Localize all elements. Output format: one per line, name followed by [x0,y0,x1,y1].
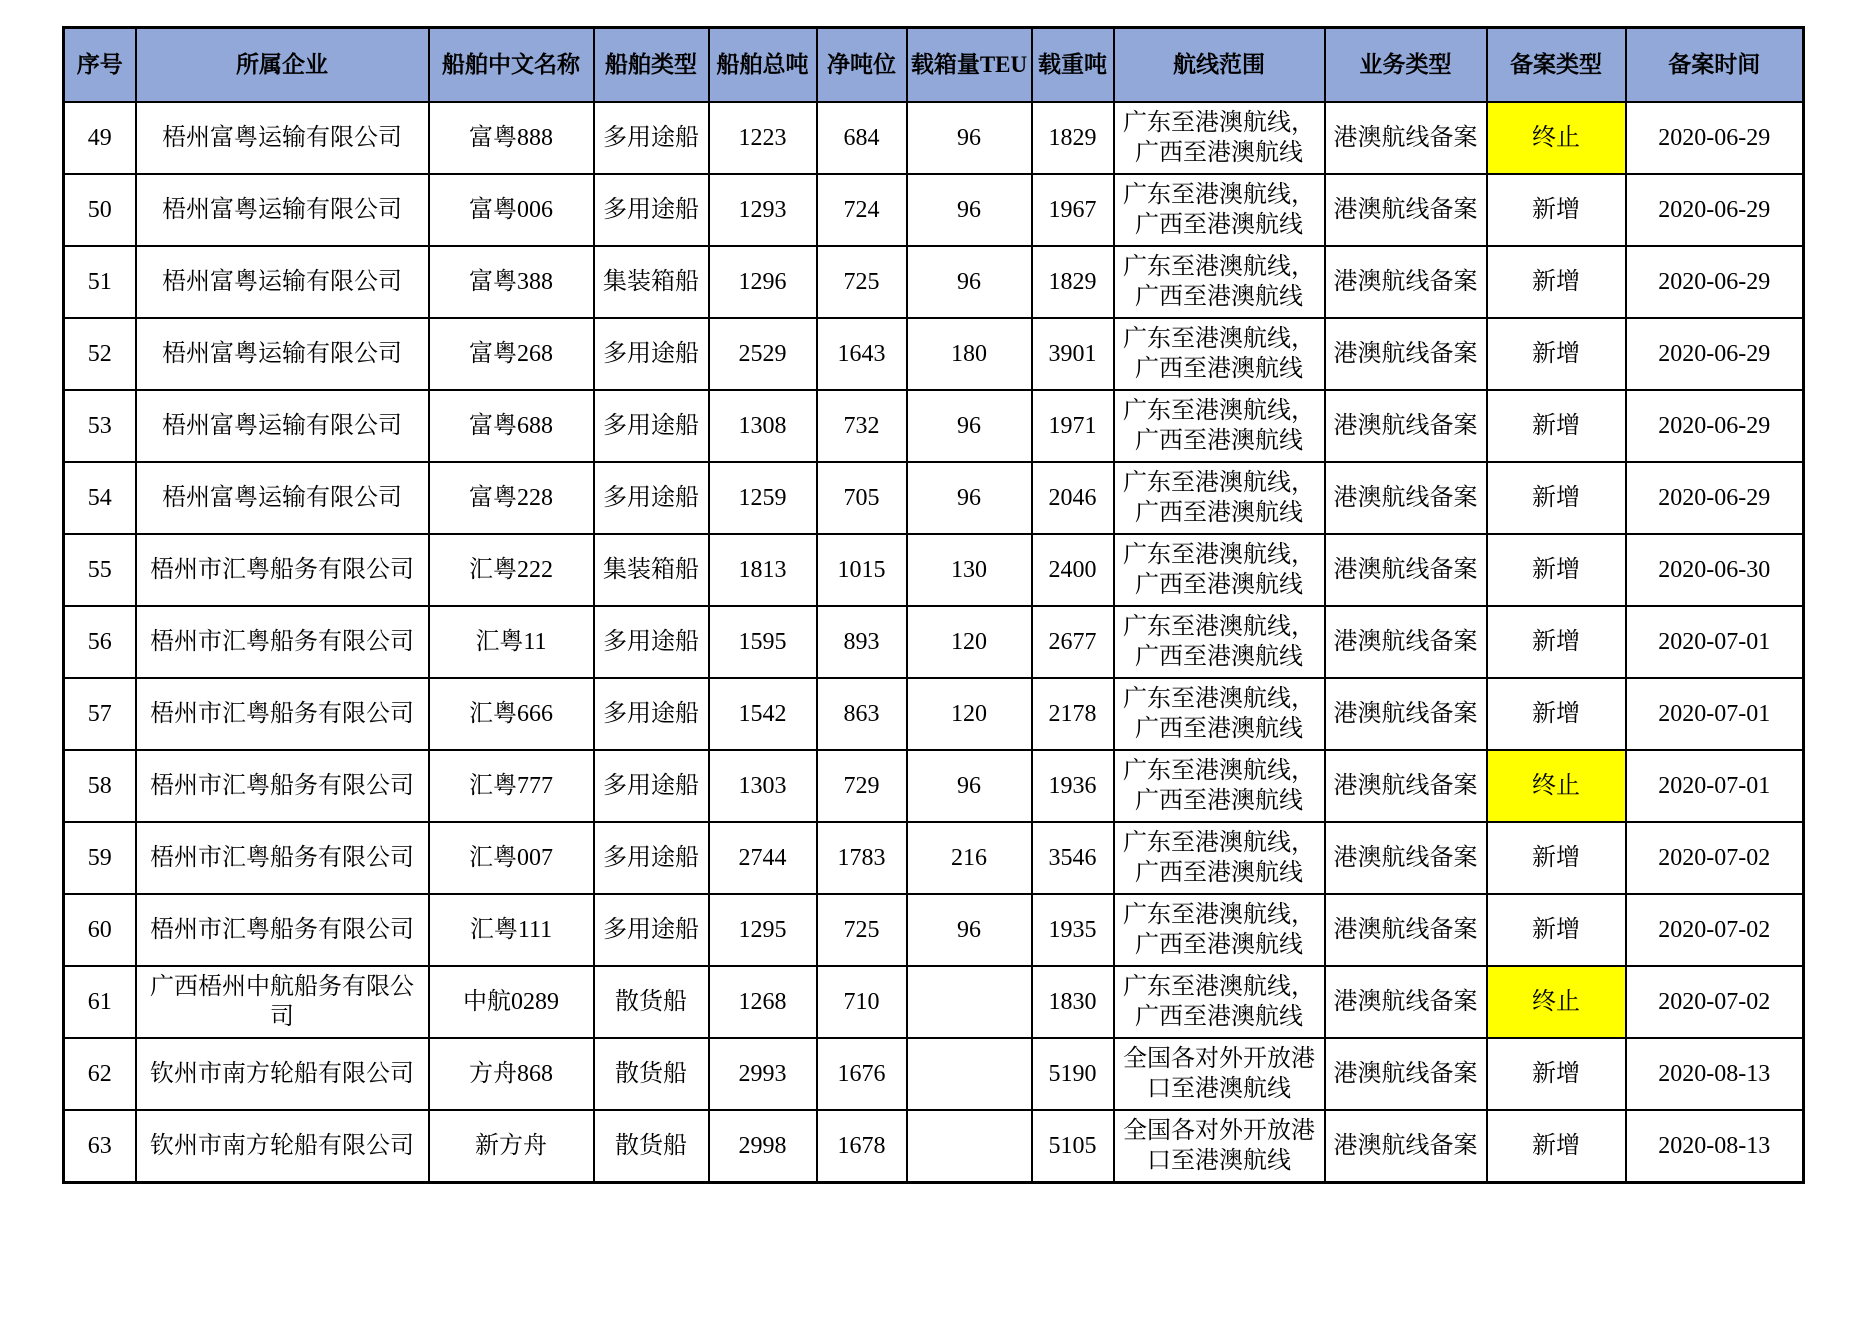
cell-company: 钦州市南方轮船有限公司 [136,1038,429,1110]
cell-gross_tonnage: 1303 [709,750,817,822]
cell-ship_type: 散货船 [594,966,709,1038]
cell-ship_type: 散货船 [594,1038,709,1110]
cell-business_type: 港澳航线备案 [1325,678,1487,750]
cell-gross_tonnage: 2744 [709,822,817,894]
cell-ship_name: 中航0289 [429,966,594,1038]
cell-ship_name: 汇粤111 [429,894,594,966]
cell-gross_tonnage: 1223 [709,102,817,174]
cell-filing_date: 2020-06-29 [1626,390,1804,462]
cell-ship_type: 多用途船 [594,174,709,246]
table-row [64,462,1804,534]
cell-teu: 216 [907,822,1032,894]
cell-filing_type: 新增 [1487,174,1626,246]
cell-business_type: 港澳航线备案 [1325,606,1487,678]
cell-gross_tonnage: 2993 [709,1038,817,1110]
cell-ship_type: 集装箱船 [594,246,709,318]
cell-deadweight: 1936 [1032,750,1114,822]
cell-filing_date: 2020-08-13 [1626,1038,1804,1110]
cell-net_tonnage: 729 [817,750,907,822]
table-row [64,390,1804,462]
cell-seq: 62 [64,1038,136,1110]
column-header-filing_date: 备案时间 [1626,28,1804,103]
cell-route: 广东至港澳航线，广西至港澳航线 [1114,678,1325,750]
cell-deadweight: 5105 [1032,1110,1114,1183]
cell-seq: 51 [64,246,136,318]
cell-filing_type: 新增 [1487,534,1626,606]
cell-ship_name: 汇粤666 [429,678,594,750]
cell-filing_type: 新增 [1487,246,1626,318]
cell-company: 梧州市汇粤船务有限公司 [136,822,429,894]
cell-ship_name: 汇粤777 [429,750,594,822]
cell-ship_type: 散货船 [594,1110,709,1183]
cell-deadweight: 2046 [1032,462,1114,534]
cell-company: 梧州市汇粤船务有限公司 [136,750,429,822]
column-header-filing_type: 备案类型 [1487,28,1626,103]
cell-seq: 59 [64,822,136,894]
cell-route: 广东至港澳航线，广西至港澳航线 [1114,606,1325,678]
cell-net_tonnage: 732 [817,390,907,462]
table-row [64,318,1804,390]
cell-deadweight: 1830 [1032,966,1114,1038]
cell-filing_type: 新增 [1487,1110,1626,1183]
cell-seq: 58 [64,750,136,822]
table-row [64,174,1804,246]
cell-teu: 96 [907,750,1032,822]
cell-business_type: 港澳航线备案 [1325,894,1487,966]
cell-net_tonnage: 725 [817,894,907,966]
table-row [64,246,1804,318]
cell-route: 广东至港澳航线，广西至港澳航线 [1114,534,1325,606]
cell-company: 梧州富粤运输有限公司 [136,318,429,390]
cell-net_tonnage: 725 [817,246,907,318]
cell-seq: 55 [64,534,136,606]
cell-ship_type: 多用途船 [594,318,709,390]
cell-ship_name: 富粤006 [429,174,594,246]
cell-teu: 120 [907,606,1032,678]
cell-deadweight: 2400 [1032,534,1114,606]
cell-route: 广东至港澳航线，广西至港澳航线 [1114,894,1325,966]
cell-business_type: 港澳航线备案 [1325,246,1487,318]
cell-teu: 130 [907,534,1032,606]
cell-route: 广东至港澳航线，广西至港澳航线 [1114,390,1325,462]
cell-gross_tonnage: 1268 [709,966,817,1038]
cell-route: 全国各对外开放港口至港澳航线 [1114,1110,1325,1183]
cell-filing_type: 新增 [1487,390,1626,462]
table-header [64,28,1804,103]
cell-filing_type: 终止 [1487,750,1626,822]
cell-business_type: 港澳航线备案 [1325,966,1487,1038]
cell-filing_date: 2020-06-29 [1626,318,1804,390]
cell-gross_tonnage: 1296 [709,246,817,318]
cell-ship_name: 富粤688 [429,390,594,462]
cell-seq: 54 [64,462,136,534]
cell-teu [907,1038,1032,1110]
ship-filing-table [62,26,1805,1184]
cell-deadweight: 1935 [1032,894,1114,966]
cell-company: 梧州富粤运输有限公司 [136,102,429,174]
cell-teu: 96 [907,246,1032,318]
table-row [64,102,1804,174]
cell-company: 梧州富粤运输有限公司 [136,462,429,534]
cell-seq: 53 [64,390,136,462]
cell-seq: 63 [64,1110,136,1183]
cell-filing_date: 2020-08-13 [1626,1110,1804,1183]
header-row [64,28,1804,103]
cell-gross_tonnage: 2529 [709,318,817,390]
cell-filing_date: 2020-07-02 [1626,966,1804,1038]
cell-deadweight: 3546 [1032,822,1114,894]
cell-seq: 57 [64,678,136,750]
cell-teu: 96 [907,102,1032,174]
cell-gross_tonnage: 1259 [709,462,817,534]
cell-ship_name: 汇粤222 [429,534,594,606]
cell-ship_name: 汇粤007 [429,822,594,894]
cell-business_type: 港澳航线备案 [1325,822,1487,894]
cell-filing_date: 2020-07-02 [1626,894,1804,966]
cell-company: 梧州富粤运输有限公司 [136,246,429,318]
cell-route: 广东至港澳航线，广西至港澳航线 [1114,102,1325,174]
cell-ship_name: 富粤388 [429,246,594,318]
column-header-gross_tonnage: 船舶总吨 [709,28,817,103]
cell-gross_tonnage: 1293 [709,174,817,246]
cell-seq: 56 [64,606,136,678]
cell-business_type: 港澳航线备案 [1325,174,1487,246]
cell-gross_tonnage: 1295 [709,894,817,966]
table-body [64,102,1804,1183]
cell-teu: 120 [907,678,1032,750]
column-header-ship_name: 船舶中文名称 [429,28,594,103]
cell-route: 广东至港澳航线，广西至港澳航线 [1114,318,1325,390]
column-header-route: 航线范围 [1114,28,1325,103]
cell-seq: 52 [64,318,136,390]
cell-ship_name: 汇粤11 [429,606,594,678]
cell-company: 梧州市汇粤船务有限公司 [136,534,429,606]
cell-deadweight: 1971 [1032,390,1114,462]
column-header-teu: 载箱量TEU [907,28,1032,103]
cell-filing_date: 2020-07-01 [1626,750,1804,822]
table-row [64,606,1804,678]
cell-net_tonnage: 1783 [817,822,907,894]
cell-net_tonnage: 1678 [817,1110,907,1183]
cell-deadweight: 5190 [1032,1038,1114,1110]
cell-company: 梧州市汇粤船务有限公司 [136,606,429,678]
cell-ship_type: 多用途船 [594,102,709,174]
cell-filing_type: 新增 [1487,678,1626,750]
cell-net_tonnage: 710 [817,966,907,1038]
cell-ship_name: 方舟868 [429,1038,594,1110]
cell-teu [907,1110,1032,1183]
table-row [64,1038,1804,1110]
cell-business_type: 港澳航线备案 [1325,390,1487,462]
cell-seq: 49 [64,102,136,174]
table-row [64,534,1804,606]
cell-filing_type: 新增 [1487,822,1626,894]
cell-net_tonnage: 893 [817,606,907,678]
column-header-business_type: 业务类型 [1325,28,1487,103]
cell-net_tonnage: 724 [817,174,907,246]
cell-route: 全国各对外开放港口至港澳航线 [1114,1038,1325,1110]
cell-seq: 50 [64,174,136,246]
cell-route: 广东至港澳航线，广西至港澳航线 [1114,246,1325,318]
cell-ship_type: 多用途船 [594,390,709,462]
cell-deadweight: 1967 [1032,174,1114,246]
column-header-company: 所属企业 [136,28,429,103]
cell-net_tonnage: 705 [817,462,907,534]
cell-company: 梧州富粤运输有限公司 [136,390,429,462]
cell-net_tonnage: 1643 [817,318,907,390]
cell-ship_type: 集装箱船 [594,534,709,606]
cell-ship_name: 富粤268 [429,318,594,390]
cell-net_tonnage: 1015 [817,534,907,606]
table-row [64,894,1804,966]
cell-net_tonnage: 684 [817,102,907,174]
cell-ship_name: 富粤228 [429,462,594,534]
cell-teu: 180 [907,318,1032,390]
cell-gross_tonnage: 2998 [709,1110,817,1183]
cell-filing_type: 新增 [1487,894,1626,966]
cell-gross_tonnage: 1308 [709,390,817,462]
cell-filing_type: 终止 [1487,966,1626,1038]
cell-filing_date: 2020-06-30 [1626,534,1804,606]
cell-deadweight: 2178 [1032,678,1114,750]
cell-business_type: 港澳航线备案 [1325,462,1487,534]
cell-business_type: 港澳航线备案 [1325,750,1487,822]
cell-ship_name: 新方舟 [429,1110,594,1183]
cell-route: 广东至港澳航线，广西至港澳航线 [1114,750,1325,822]
cell-ship_name: 富粤888 [429,102,594,174]
cell-deadweight: 1829 [1032,246,1114,318]
column-header-ship_type: 船舶类型 [594,28,709,103]
cell-gross_tonnage: 1595 [709,606,817,678]
cell-deadweight: 3901 [1032,318,1114,390]
cell-ship_type: 多用途船 [594,894,709,966]
cell-filing_type: 终止 [1487,102,1626,174]
cell-route: 广东至港澳航线，广西至港澳航线 [1114,462,1325,534]
cell-teu: 96 [907,174,1032,246]
cell-net_tonnage: 1676 [817,1038,907,1110]
cell-deadweight: 2677 [1032,606,1114,678]
cell-ship_type: 多用途船 [594,678,709,750]
cell-teu: 96 [907,462,1032,534]
cell-filing_date: 2020-07-02 [1626,822,1804,894]
cell-gross_tonnage: 1813 [709,534,817,606]
cell-business_type: 港澳航线备案 [1325,102,1487,174]
cell-company: 梧州富粤运输有限公司 [136,174,429,246]
cell-route: 广东至港澳航线，广西至港澳航线 [1114,966,1325,1038]
cell-business_type: 港澳航线备案 [1325,534,1487,606]
cell-filing_type: 新增 [1487,318,1626,390]
cell-ship_type: 多用途船 [594,462,709,534]
cell-company: 梧州市汇粤船务有限公司 [136,894,429,966]
cell-filing_date: 2020-06-29 [1626,102,1804,174]
cell-gross_tonnage: 1542 [709,678,817,750]
cell-filing_date: 2020-06-29 [1626,174,1804,246]
cell-ship_type: 多用途船 [594,822,709,894]
table-row [64,678,1804,750]
cell-net_tonnage: 863 [817,678,907,750]
column-header-net_tonnage: 净吨位 [817,28,907,103]
column-header-seq: 序号 [64,28,136,103]
cell-seq: 60 [64,894,136,966]
cell-filing_date: 2020-07-01 [1626,678,1804,750]
cell-filing_date: 2020-07-01 [1626,606,1804,678]
cell-filing_date: 2020-06-29 [1626,462,1804,534]
table-row [64,966,1804,1038]
cell-company: 钦州市南方轮船有限公司 [136,1110,429,1183]
cell-filing_type: 新增 [1487,1038,1626,1110]
table-row [64,1110,1804,1183]
cell-filing_type: 新增 [1487,606,1626,678]
cell-teu: 96 [907,894,1032,966]
table-row [64,822,1804,894]
cell-ship_type: 多用途船 [594,750,709,822]
cell-deadweight: 1829 [1032,102,1114,174]
cell-filing_date: 2020-06-29 [1626,246,1804,318]
cell-ship_type: 多用途船 [594,606,709,678]
cell-company: 梧州市汇粤船务有限公司 [136,678,429,750]
table-row [64,750,1804,822]
cell-teu [907,966,1032,1038]
cell-teu: 96 [907,390,1032,462]
cell-business_type: 港澳航线备案 [1325,318,1487,390]
column-header-deadweight: 载重吨 [1032,28,1114,103]
cell-business_type: 港澳航线备案 [1325,1110,1487,1183]
cell-filing_type: 新增 [1487,462,1626,534]
cell-business_type: 港澳航线备案 [1325,1038,1487,1110]
cell-company: 广西梧州中航船务有限公司 [136,966,429,1038]
cell-seq: 61 [64,966,136,1038]
cell-route: 广东至港澳航线，广西至港澳航线 [1114,174,1325,246]
cell-route: 广东至港澳航线，广西至港澳航线 [1114,822,1325,894]
